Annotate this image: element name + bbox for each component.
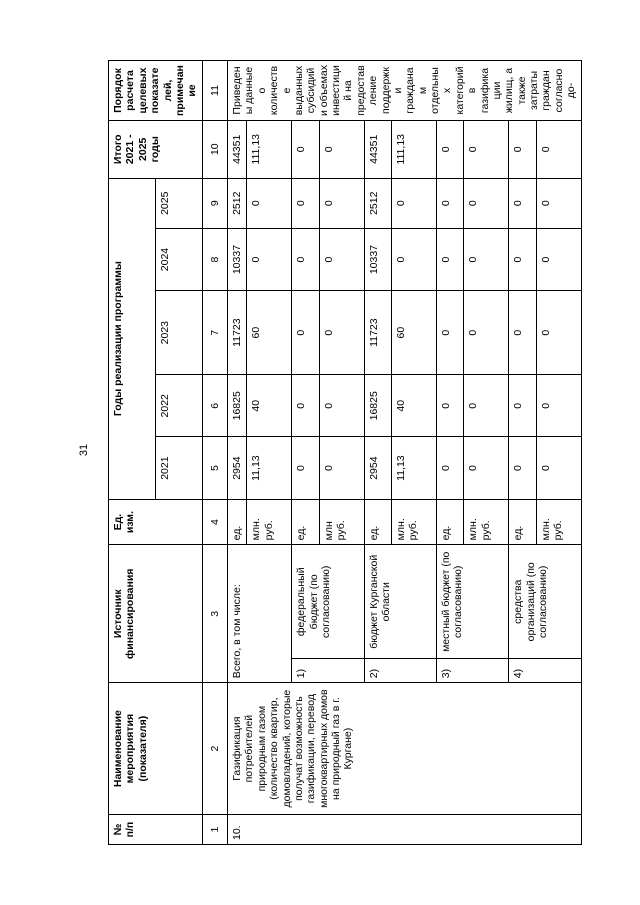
value-cell: 0 [509,228,536,290]
total-cell: 0 [464,121,509,179]
header-year: 2022 [155,375,202,437]
col-number: 10 [202,121,227,179]
page-number: 31 [78,443,90,457]
total-cell: 0 [292,121,319,179]
value-cell: 0 [292,228,319,290]
value-cell: 0 [464,228,509,290]
source-label: бюджет Курганской области [364,545,436,659]
total-cell: 0 [436,121,463,179]
rotated-table-wrapper [108,60,616,845]
value-cell: 0 [464,178,509,228]
column-number-row [202,61,227,845]
unit-cell: млн. руб. [536,499,581,545]
header-years-group: Годы реализации программы [109,178,156,499]
value-cell: 0 [391,228,436,290]
unit-cell: млн руб. [319,499,364,545]
source-label: средства организаций (по согласованию) [509,545,581,659]
value-cell: 0 [536,375,581,437]
header-total: Итого 2021 - 2025 годы [109,121,203,179]
value-cell: 0 [319,437,364,499]
value-cell: 0 [391,178,436,228]
header-source: Источник финансирования [109,545,203,683]
header-year: 2025 [155,178,202,228]
value-cell: 0 [247,178,292,228]
col-number: 5 [202,437,227,499]
total-cell: 111,13 [391,121,436,179]
value-cell: 0 [464,375,509,437]
header-name: Наименование мероприятия (показателя) [109,683,203,815]
total-cell: 0 [319,121,364,179]
source-label: федеральный бюджет (по согласованию) [292,545,364,659]
unit-cell: ед. [509,499,536,545]
col-number: 6 [202,375,227,437]
value-cell: 11,13 [247,437,292,499]
value-cell: 2954 [228,437,247,499]
source-index: 3) [436,659,508,683]
col-number: 8 [202,228,227,290]
value-cell: 0 [292,437,319,499]
unit-cell: млн. руб. [464,499,509,545]
col-number: 4 [202,499,227,545]
value-cell: 10337 [364,228,391,290]
value-cell: 0 [536,291,581,375]
total-cell: 111,13 [247,121,292,179]
value-cell: 40 [391,375,436,437]
header-order: Порядок расчета целевых показателей, примечание [109,61,203,121]
value-cell: 11723 [364,291,391,375]
col-number: 1 [202,815,227,845]
col-number: 9 [202,178,227,228]
value-cell: 0 [436,178,463,228]
financing-table [108,60,582,845]
header-row-1 [109,61,156,845]
value-cell: 0 [292,375,319,437]
value-cell: 0 [319,375,364,437]
value-cell: 10337 [228,228,247,290]
value-cell: 2512 [364,178,391,228]
value-cell: 16825 [364,375,391,437]
value-cell: 0 [509,178,536,228]
total-cell: 0 [509,121,536,179]
value-cell: 0 [509,375,536,437]
header-unit: Ед. изм. [109,499,203,545]
table-row [228,61,247,845]
value-cell: 0 [536,178,581,228]
value-cell: 0 [247,228,292,290]
source-index: 4) [509,659,581,683]
value-cell: 0 [464,291,509,375]
value-cell: 16825 [228,375,247,437]
value-cell: 0 [319,178,364,228]
row-note: Приведены данные о количестве выданных субсидий и объемах инвестиций на предоставление поддержки гражданам отдельных категорий в газификации жилищ, а также затраты граждан согласно до- [228,61,582,121]
value-cell: 0 [509,437,536,499]
value-cell: 0 [536,228,581,290]
col-number: 11 [202,61,227,121]
value-cell: 0 [319,291,364,375]
total-cell: 0 [536,121,581,179]
value-cell: 0 [292,178,319,228]
unit-cell: ед. [364,499,391,545]
total-cell: 44351 [228,121,247,179]
value-cell: 0 [319,228,364,290]
value-cell: 0 [509,291,536,375]
header-year: 2024 [155,228,202,290]
value-cell: 0 [292,291,319,375]
col-number: 3 [202,545,227,683]
header-year: 2021 [155,437,202,499]
value-cell: 0 [464,437,509,499]
source-label: Всего, в том числе: [228,545,292,683]
unit-cell: млн. руб. [247,499,292,545]
source-index: 1) [292,659,364,683]
unit-cell: ед. [292,499,319,545]
value-cell: 60 [247,291,292,375]
source-label: местный бюджет (по согласованию) [436,545,508,659]
row-num: 10. [228,815,582,845]
unit-cell: ед. [228,499,247,545]
value-cell: 0 [436,437,463,499]
value-cell: 11723 [228,291,247,375]
value-cell: 40 [247,375,292,437]
value-cell: 60 [391,291,436,375]
value-cell: 0 [536,437,581,499]
value-cell: 2512 [228,178,247,228]
unit-cell: ед. [436,499,463,545]
value-cell: 0 [436,375,463,437]
col-number: 7 [202,291,227,375]
header-year: 2023 [155,291,202,375]
value-cell: 2954 [364,437,391,499]
total-cell: 44351 [364,121,391,179]
value-cell: 0 [436,291,463,375]
row-name: Газификация потребителей природным газом (количество квартир, домовладений, которые получат возможность газификации, перевод многоквартирных домов на природный газ в г. Кургане) [228,683,582,815]
source-index: 2) [364,659,436,683]
header-num: № п/п [109,815,203,845]
value-cell: 0 [436,228,463,290]
col-number: 2 [202,683,227,815]
value-cell: 11,13 [391,437,436,499]
unit-cell: млн. руб. [391,499,436,545]
